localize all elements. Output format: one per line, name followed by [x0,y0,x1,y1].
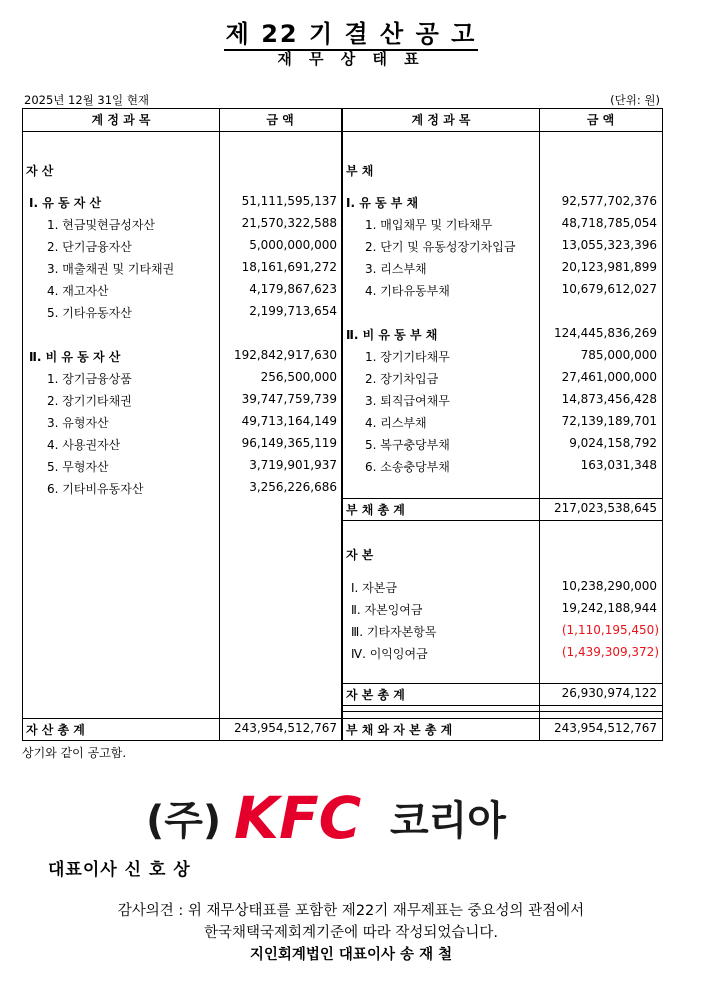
row-label: Ⅱ. 비 유 동 자 산 [29,350,121,364]
notice-title: 제 22 기 결 산 공 고 [0,14,702,49]
row-label: Ⅱ. 자본잉여금 [351,603,423,617]
list-item [23,392,341,412]
row-label: 4. 사용권자산 [47,438,121,452]
row-label: 3. 유형자산 [47,416,109,430]
logo-brand: KFC [234,784,362,852]
row-amount: 9,024,158,792 [569,436,657,450]
list-item [343,260,662,280]
unit-label: (단위: 원) [610,93,660,107]
row-label: Ⅰ. 유 동 자 산 [29,196,102,210]
row-label: 2. 장기차입금 [365,372,439,386]
row-amount: 243,954,512,767 [553,721,657,735]
noncurrent-assets-row [23,348,341,368]
amount-header: 금 액 [586,113,615,127]
amount-header: 금 액 [266,113,294,127]
list-item [343,579,662,599]
row-label: 2. 단기 및 유동성장기차입금 [365,240,516,254]
row-amount: 13,055,323,396 [561,238,657,252]
row-label: 1. 장기기타채무 [365,350,450,364]
row-amount: 2,199,713,654 [249,304,337,318]
account-header: 계 정 과 목 [91,113,151,127]
row-label: 3. 매출채권 및 기타채권 [47,262,175,276]
audit-opinion-line2: 한국채택국제회계기준에 따라 작성되었습니다. [204,925,498,941]
row-amount: 49,713,164,149 [241,414,337,428]
row-label: Ⅳ. 이익잉여금 [351,647,428,661]
list-item [343,458,662,478]
row-amount: 217,023,538,645 [553,501,657,515]
row-label: 4. 리스부채 [365,416,427,430]
row-amount: 124,445,836,269 [553,326,657,340]
report-date: 2025년 12월 31일 현재 [24,93,150,107]
statement-subtitle: 재 무 상 태 표 [277,50,425,68]
noncurrent-liabilities-row [343,326,662,346]
row-label: 4. 기타유동부채 [365,284,450,298]
row-amount: 3,256,226,686 [249,480,337,494]
current-assets-row [23,194,341,214]
logo-prefix: (주) [146,798,222,844]
row-label: 자 본 총 계 [346,688,405,702]
row-amount: 192,842,917,630 [233,348,337,362]
list-item [23,370,341,390]
row-amount: 18,161,691,272 [241,260,337,274]
row-amount: 10,238,290,000 [561,579,657,593]
list-item [343,623,662,643]
list-item [343,414,662,434]
row-amount: 243,954,512,767 [233,721,337,735]
total-liabilities-equity-row [343,721,662,741]
row-amount: 96,149,365,119 [241,436,337,450]
row-amount: 20,123,981,899 [561,260,657,274]
list-item [23,480,341,500]
list-item [343,436,662,456]
kfc-korea-logo [142,782,520,854]
list-item [343,645,662,665]
list-item [343,392,662,412]
row-amount: 72,139,189,701 [561,414,657,428]
current-liabilities-row [343,194,662,214]
row-amount: 3,719,901,937 [249,458,337,472]
row-label: 6. 기타비유동자산 [47,482,144,496]
row-label: 1. 장기금융상품 [47,372,132,386]
row-amount: 21,570,322,588 [241,216,337,230]
row-label: Ⅲ. 기타자본항목 [351,625,437,639]
row-amount: 26,930,974,122 [561,686,657,700]
row-label: 3. 퇴직급여채무 [365,394,450,408]
list-item [343,601,662,621]
total-assets-row [23,721,341,741]
list-item [23,304,341,324]
row-amount: (1,439,309,372) [561,645,659,659]
row-amount: 27,461,000,000 [561,370,657,384]
row-amount: 51,111,595,137 [241,194,337,208]
logo-suffix: 코리아 [390,798,506,844]
row-label: 5. 무형자산 [47,460,109,474]
list-item [343,282,662,302]
row-label: 6. 소송충당부채 [365,460,450,474]
row-amount: 256,500,000 [260,370,337,384]
row-amount: 785,000,000 [580,348,657,362]
row-amount: 19,242,188,944 [561,601,657,615]
row-amount: 39,747,759,739 [241,392,337,406]
row-label: 1. 매입채무 및 기타채무 [365,218,493,232]
equity-heading: 자 본 [346,548,374,562]
row-label: Ⅰ. 유 동 부 채 [346,196,419,210]
liabilities-heading: 부 채 [346,164,374,178]
list-item [343,216,662,236]
liabilities-equity-table [342,108,663,741]
row-amount: (1,110,195,450) [561,623,659,637]
list-item [23,260,341,280]
assets-heading: 자 산 [26,164,54,178]
row-amount: 10,679,612,027 [561,282,657,296]
list-item [23,436,341,456]
row-label: 1. 현금및현금성자산 [47,218,156,232]
list-item [23,458,341,478]
row-amount: 4,179,867,623 [249,282,337,296]
list-item [343,348,662,368]
account-header: 계 정 과 목 [411,113,471,127]
row-amount: 92,577,702,376 [561,194,657,208]
list-item [23,414,341,434]
assets-table [22,108,342,741]
row-label: 부 채 와 자 본 총 계 [346,723,453,737]
list-item [23,216,341,236]
auditor-name: 지인회계법인 대표이사 송 재 철 [249,947,453,963]
row-label: 부 채 총 계 [346,503,405,517]
list-item [23,282,341,302]
row-label: 자 산 총 계 [26,723,85,737]
row-label: 3. 리스부채 [365,262,427,276]
row-amount: 48,718,785,054 [561,216,657,230]
row-label: 4. 재고자산 [47,284,109,298]
row-label: 5. 복구충당부채 [365,438,450,452]
row-label: 2. 장기기타채권 [47,394,132,408]
row-label: 5. 기타유동자산 [47,306,132,320]
total-liabilities-row [343,501,662,521]
row-label: Ⅱ. 비 유 동 부 채 [346,328,438,342]
row-amount: 5,000,000,000 [249,238,337,252]
list-item [343,370,662,390]
row-amount: 163,031,348 [580,458,657,472]
closing-statement: 상기와 같이 공고함. [22,746,127,760]
row-label: Ⅰ. 자본금 [351,581,397,595]
row-label: 2. 단기금융자산 [47,240,132,254]
row-amount: 14,873,456,428 [561,392,657,406]
list-item [23,238,341,258]
list-item [343,238,662,258]
total-equity-row [343,686,662,706]
ceo-signature: 대표이사 신 호 상 [48,860,191,880]
audit-opinion-line1: 감사의견 : 위 재무상태표를 포함한 제22기 재무제표는 중요성의 관점에서 [117,903,585,919]
